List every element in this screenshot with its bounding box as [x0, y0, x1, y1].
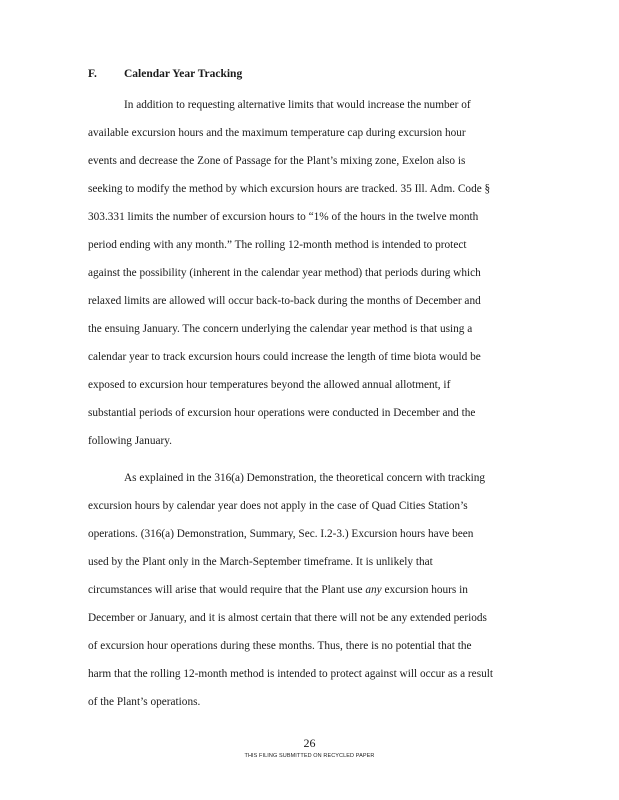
- paragraph-line: December or January, and it is almost certain that there will not be any extended periods: [88, 612, 487, 624]
- paragraph-line: seeking to modify the method by which excursion hours are tracked. 35 Ill. Adm. Code §: [88, 183, 491, 195]
- paragraph-line: the ensuing January. The concern underlying the calendar year method is that using a: [88, 323, 473, 335]
- page-footer: THIS FILING SUBMITTED ON RECYCLED PAPER: [244, 753, 375, 759]
- paragraph-line: of excursion hour operations during these months. Thus, there is no potential that the: [88, 640, 472, 652]
- paragraph-line: substantial periods of excursion hour operations were conducted in December and the: [88, 407, 476, 419]
- paragraph-line: circumstances will arise that would require that the Plant use any excursion hours in: [88, 584, 468, 596]
- paragraph-line: against the possibility (inherent in the calendar year method) that periods during which: [88, 267, 481, 279]
- paragraph-line: exposed to excursion hour temperatures beyond the allowed annual allotment, if: [88, 379, 451, 391]
- paragraph-line: events and decrease the Zone of Passage for the Plant’s mixing zone, Exelon also is: [88, 155, 466, 167]
- paragraph-line: relaxed limits are allowed will occur back-to-back during the months of December and: [88, 295, 481, 307]
- paragraph-line: period ending with any month.” The rolling 12-month method is intended to protect: [88, 239, 467, 251]
- paragraph-line: 303.331 limits the number of excursion hours to “1% of the hours in the twelve month: [88, 211, 479, 223]
- page-number: 26: [303, 736, 316, 750]
- paragraph-line: available excursion hours and the maximum temperature cap during excursion hour: [88, 127, 466, 139]
- paragraph-line: of the Plant’s operations.: [88, 696, 201, 708]
- paragraph-line: As explained in the 316(a) Demonstration, the theoretical concern with tracking: [124, 472, 486, 484]
- paragraph-line: operations. (316(a) Demonstration, Summary, Sec. I.2-3.) Excursion hours have been: [88, 528, 474, 540]
- paragraph-line: used by the Plant only in the March-September timeframe. It is unlikely that: [88, 556, 433, 568]
- paragraph-line: following January.: [88, 435, 172, 447]
- paragraph-line: In addition to requesting alternative limits that would increase the number of: [124, 99, 471, 111]
- paragraph-line: harm that the rolling 12-month method is intended to protect against will occur as a result: [88, 668, 494, 680]
- section-number: F.: [88, 68, 97, 80]
- paragraph-line: excursion hours by calendar year does not apply in the case of Quad Cities Station’s: [88, 500, 468, 512]
- section-title: Calendar Year Tracking: [124, 68, 243, 80]
- paragraph-line: calendar year to track excursion hours could increase the length of time biota would be: [88, 351, 481, 363]
- section-heading: [88, 66, 242, 82]
